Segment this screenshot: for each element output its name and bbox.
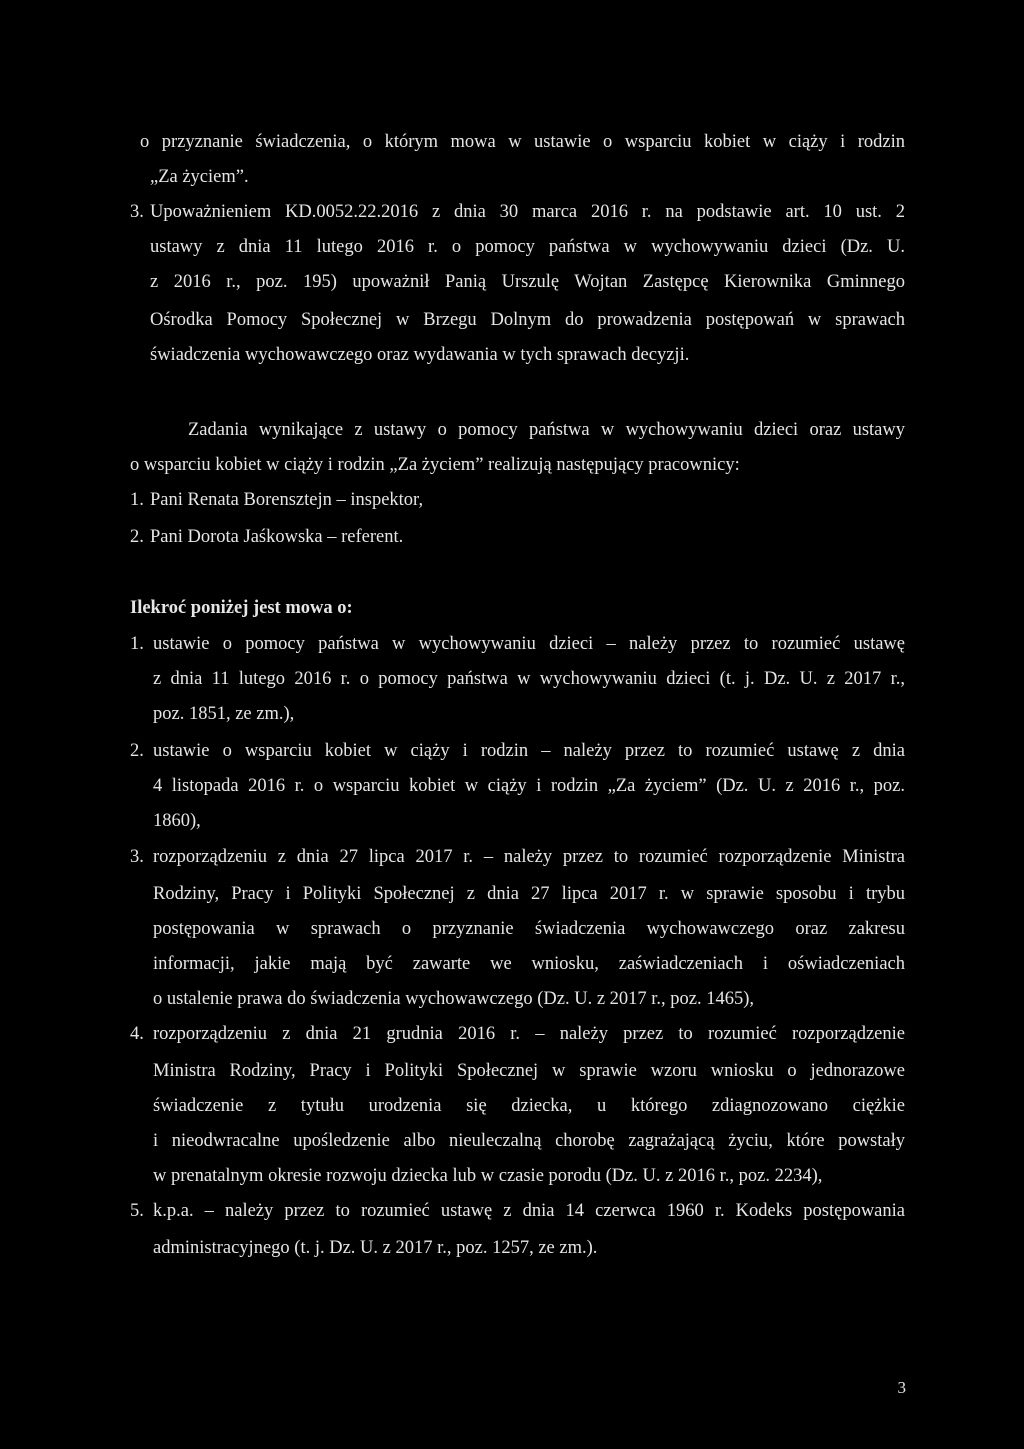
tasks-line-1: Zadania wynikające z ustawy o pomocy państwa w wychowywaniu dzieci oraz ustawy [188,420,905,440]
def-1-line-1: ustawie o pomocy państwa w wychowywaniu dzieci – należy przez to rozumieć ustawę [153,634,905,654]
item3-line-4: Ośrodka Pomocy Społecznej w Brzegu Dolnym do prowadzenia postępowań w sprawach [150,310,905,330]
def-5-number: 5. [130,1201,144,1221]
def-2-line-2: 4 listopada 2016 r. o wsparciu kobiet w ciąży i rodzin „Za życiem” (Dz. U. z 2016 r., poz. [153,776,905,796]
tasks-line-2: o wsparciu kobiet w ciąży i rodzin „Za życiem” realizują następujący pracownicy: [130,455,740,475]
def-3-number: 3. [130,847,144,867]
item3-line-3: z 2016 r., poz. 195) upoważnił Panią Urszulę Wojtan Zastępcę Kierownika Gminnego [150,272,905,292]
def-4-line-5: w prenatalnym okresie rozwoju dziecka lub w czasie porodu (Dz. U. z 2016 r., poz. 2234), [153,1166,823,1186]
def-2-number: 2. [130,741,144,761]
staff-2-text: Pani Dorota Jaśkowska – referent. [150,527,404,547]
def-3-line-1: rozporządzeniu z dnia 27 lipca 2017 r. – należy przez to rozumieć rozporządzenie Ministra [153,847,905,867]
item3-number: 3. [130,202,144,222]
definitions-heading: Ilekroć poniżej jest mowa o: [130,598,353,618]
def-4-number: 4. [130,1024,144,1044]
def-1-number: 1. [130,634,144,654]
def-4-line-4: i nieodwracalne upośledzenie albo nieuleczalną chorobę zagrażającą życiu, które powstały [153,1131,905,1151]
def-3-line-5: o ustalenie prawa do świadczenia wychowawczego (Dz. U. z 2017 r., poz. 1465), [153,989,755,1009]
item3-line-1: Upoważnieniem KD.0052.22.2016 z dnia 30 marca 2016 r. na podstawie art. 10 ust. 2 [150,202,905,222]
def-3-line-4: informacji, jakie mają być zawarte we wniosku, zaświadczeniach i oświadczeniach [153,954,905,974]
page-number: 3 [897,1378,906,1397]
item3-line-5: świadczenia wychowawczego oraz wydawania w tych sprawach decyzji. [150,345,690,365]
def-4-line-1: rozporządzeniu z dnia 21 grudnia 2016 r. – należy przez to rozumieć rozporządzenie [153,1024,905,1044]
def-1-line-3: poz. 1851, ze zm.), [153,704,295,724]
def-5-line-1: k.p.a. – należy przez to rozumieć ustawę z dnia 14 czerwca 1960 r. Kodeks postępowania [153,1201,905,1221]
staff-2-number: 2. [130,527,144,547]
intro-line-1: o przyznanie świadczenia, o którym mowa w ustawie o wsparciu kobiet w ciąży i rodzin [140,132,905,152]
def-1-line-2: z dnia 11 lutego 2016 r. o pomocy państwa w wychowywaniu dzieci (t. j. Dz. U. z 2017 r., [153,669,905,689]
def-3-line-2: Rodziny, Pracy i Polityki Społecznej z dnia 27 lipca 2017 r. w sprawie sposobu i trybu [153,884,905,904]
item3-line-2: ustawy z dnia 11 lutego 2016 r. o pomocy państwa w wychowywaniu dzieci (Dz. U. [150,237,905,257]
def-4-line-3: świadczenie z tytułu urodzenia się dziecka, u którego zdiagnozowano ciężkie [153,1096,905,1116]
staff-1-text: Pani Renata Borensztejn – inspektor, [150,490,424,510]
def-3-line-3: postępowania w sprawach o przyznanie świadczenia wychowawczego oraz zakresu [153,919,905,939]
def-2-line-1: ustawie o wsparciu kobiet w ciąży i rodzin – należy przez to rozumieć ustawę z dnia [153,741,905,761]
def-4-line-2: Ministra Rodziny, Pracy i Polityki Społecznej w sprawie wzoru wniosku o jednorazowe [153,1061,905,1081]
staff-1-number: 1. [130,490,144,510]
intro-line-2: „Za życiem”. [150,167,249,187]
def-5-line-2: administracyjnego (t. j. Dz. U. z 2017 r., poz. 1257, ze zm.). [153,1238,598,1258]
def-2-line-3: 1860), [153,811,201,831]
